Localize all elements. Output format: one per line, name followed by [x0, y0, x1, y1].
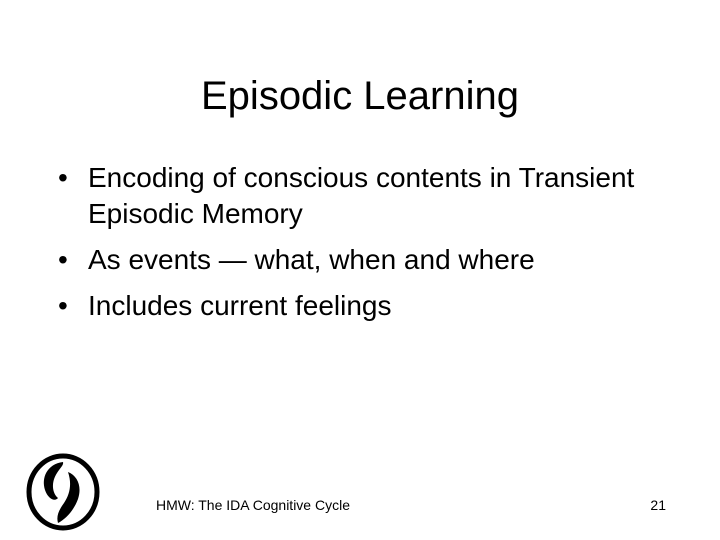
bullet-text: Encoding of conscious contents in Transient Episodic Memory [88, 162, 635, 229]
bullet-marker: • [58, 290, 68, 321]
ida-logo-icon [24, 452, 102, 532]
bullet-item-2 [58, 242, 678, 278]
bullet-item-1 [58, 160, 678, 232]
footer-caption: HMW: The IDA Cognitive Cycle [156, 497, 350, 513]
page-number: 21 [650, 497, 666, 513]
bullet-marker: • [58, 244, 68, 275]
bullet-text: As events — what, when and where [88, 244, 535, 275]
bullet-item-3 [58, 288, 678, 324]
slide-title: Episodic Learning [201, 74, 519, 118]
bullet-text: Includes current feelings [88, 290, 392, 321]
bullet-marker: • [58, 162, 68, 193]
bullet-list [58, 160, 678, 334]
